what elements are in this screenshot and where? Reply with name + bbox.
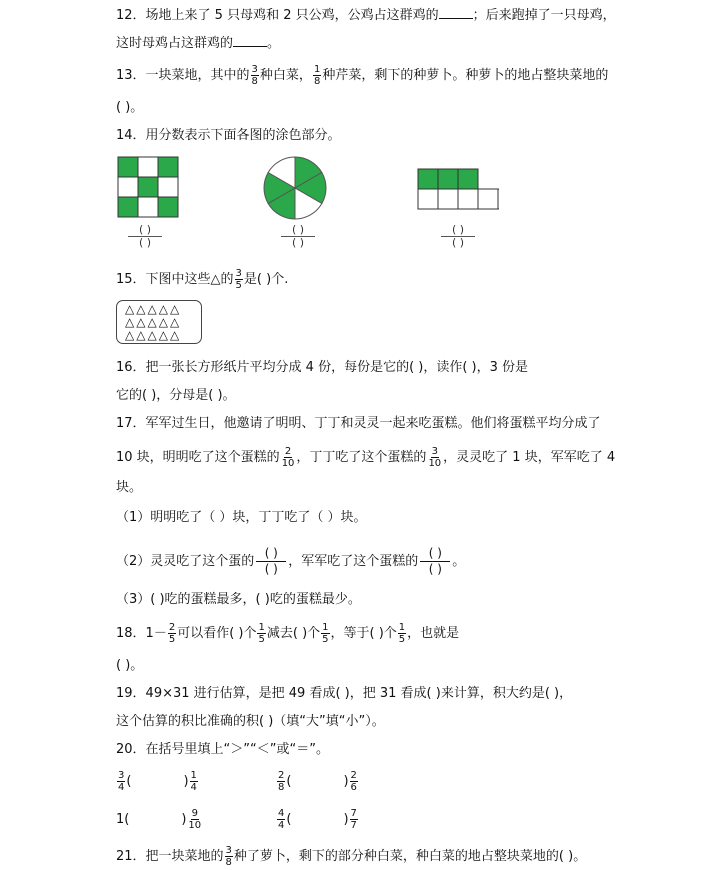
q17-line3: 块。 [116, 480, 143, 495]
answer-blank[interactable] [439, 6, 473, 19]
answer-blank[interactable] [233, 34, 267, 47]
triangle-icon: △ [136, 328, 146, 342]
q20-item-b: $\frac{2}{8}$ ( ) $\frac{2}{6}$ [278, 770, 357, 793]
bar-figure [417, 168, 499, 210]
answer-fraction-3[interactable]: ( ) ( ) [441, 224, 475, 249]
unshaded-cell [138, 197, 158, 217]
q20-item-a: $\frac{3}{4}$ ( ) $\frac{1}{4}$ [118, 770, 197, 793]
q15-line: 15．下图中这些△的 $\frac{3}{5}$ 是( )个. [116, 268, 289, 291]
triangle-icon: △ [169, 302, 180, 316]
fraction: $\frac{1}{5}$ [322, 622, 329, 645]
q17-sub1: （1）明明吃了（ ）块，丁丁吃了（ ）块。 [116, 510, 367, 525]
triangle-icon: △ [158, 328, 168, 342]
q20-item-d: $\frac{4}{4}$ ( ) $\frac{7}{7}$ [278, 808, 357, 831]
triangle-icon: △ [158, 302, 168, 316]
q20-item-c: 1( ) $\frac{9}{10}$ [116, 808, 202, 831]
shaded-cell [158, 197, 178, 217]
triangle-icon: △ [158, 315, 168, 329]
triangle-row [125, 329, 179, 342]
answer-fraction-2[interactable]: ( ) ( ) [281, 224, 315, 249]
fraction: $\frac{2}{5}$ [168, 622, 176, 645]
triangle-icon: △ [147, 315, 157, 329]
shaded-cell [118, 197, 138, 217]
grid-figure [117, 156, 181, 220]
shaded-cell [158, 157, 178, 177]
q17-line2: 10 块，明明吃了这个蛋糕的 $\frac{2}{10}$ ，丁丁吃了这个蛋糕的 $\frac{3}{10}$ ，灵灵吃了 1 块，军军吃了 4 [116, 446, 616, 469]
triangle-icon: △ [147, 302, 157, 316]
triangle-icon: △ [125, 315, 135, 329]
fraction: $\frac{1}{5}$ [398, 622, 406, 645]
fraction: $\frac{3}{8}$ [225, 845, 232, 868]
q18-line2[interactable]: ( )。 [116, 658, 144, 673]
q18-line1: 18．1－ $\frac{2}{5}$ 可以看作( )个 $\frac{1}{5}$ 减去( )个 $\frac{1}{5}$ ，等于( )个 $\frac{1}{5}$ ，也就是 [116, 622, 460, 645]
unshaded-cell [418, 189, 438, 209]
q17-sub2: （2）灵灵吃了这个蛋的 ( ) ( ) ，军军吃了这个蛋糕的 ( ) ( ) 。 [116, 546, 466, 576]
unshaded-cell [158, 177, 178, 197]
triangle-icon: △ [125, 328, 135, 342]
unshaded-cell [458, 189, 478, 209]
answer-fraction[interactable]: ( ) ( ) [256, 546, 286, 577]
q17-line1: 17．军军过生日，他邀请了明明、丁丁和灵灵一起来吃蛋糕。他们将蛋糕平均分成了 [116, 416, 601, 431]
fraction: $\frac{2}{10}$ [281, 446, 295, 469]
triangle-icon: △ [147, 328, 157, 342]
q14-title: 14．用分数表示下面各图的涂色部分。 [116, 128, 341, 143]
shaded-cell [418, 169, 438, 189]
q12-line2: 这时母鸡占这群鸡的 。 [116, 36, 281, 51]
triangle-icon: △ [136, 315, 146, 329]
shaded-cell [438, 169, 458, 189]
unshaded-cell [118, 177, 138, 197]
answer-fraction-1[interactable]: ( ) ( ) [128, 224, 162, 249]
q16-line2: 它的( )，分母是( )。 [116, 388, 236, 403]
fraction: $\frac{1}{5}$ [258, 622, 265, 645]
fraction: $\frac{3}{10}$ [428, 446, 442, 469]
unshaded-cell [498, 189, 499, 209]
fraction: $\frac{3}{5}$ [235, 268, 242, 291]
q21-line: 21．把一块菜地的 $\frac{3}{8}$ 种了萝卜，剩下的部分种白菜，种白菜的地占整块菜地的( )。 [116, 845, 587, 868]
q13-line1: 13．一块菜地，其中的 $\frac{3}{8}$ 种白菜， $\frac{1}{8}$ 种芹菜，剩下的种萝卜。种萝卜的地占整块菜地的 [116, 64, 609, 87]
shaded-cell [118, 157, 138, 177]
circle-figure [262, 155, 328, 221]
unshaded-cell [478, 189, 498, 209]
q13-line2[interactable]: ( )。 [116, 100, 144, 115]
fraction: $\frac{1}{8}$ [313, 64, 321, 87]
unshaded-cell [138, 157, 158, 177]
q17-sub3: （3）( )吃的蛋糕最多，( )吃的蛋糕最少。 [116, 592, 361, 607]
unshaded-cell [438, 189, 458, 209]
shaded-cell [458, 169, 478, 189]
q12-line1: 12．场地上来了 5 只母鸡和 2 只公鸡，公鸡占这群鸡的 ；后来跑掉了一只母鸡， [116, 8, 616, 23]
q19-line2: 这个估算的积比准确的积( )（填“大”填“小”）。 [116, 714, 385, 729]
q19-line1: 19．49×31 进行估算，是把 49 看成( )，把 31 看成( )来计算，积大约是( )， [116, 686, 573, 701]
triangle-icon: △ [169, 328, 180, 342]
q20-title: 20．在括号里填上“＞”“＜”或“＝”。 [116, 742, 329, 757]
triangle-icon: △ [125, 302, 135, 316]
shaded-cell [138, 177, 158, 197]
triangle-icon: △ [169, 315, 180, 329]
q16-line1: 16．把一张长方形纸片平均分成 4 份，每份是它的( )，读作( )，3 份是 [116, 360, 529, 375]
triangle-box [116, 300, 202, 344]
fraction: $\frac{3}{8}$ [251, 64, 258, 87]
answer-fraction[interactable]: ( ) ( ) [420, 546, 450, 577]
triangle-icon: △ [136, 302, 146, 316]
